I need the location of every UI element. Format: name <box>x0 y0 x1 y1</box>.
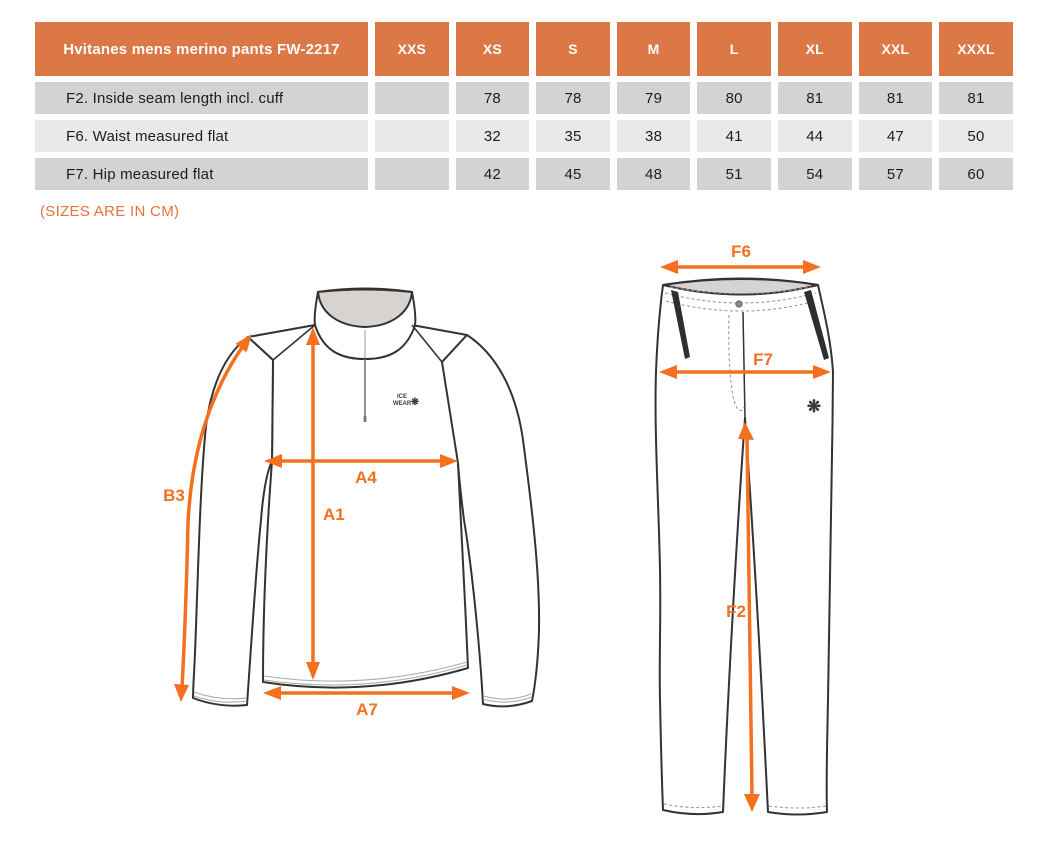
f2-label: F2 <box>726 602 746 621</box>
table-header-size: XXXL <box>939 22 1013 76</box>
shirt-left-sleeve <box>193 337 273 706</box>
table-header-size: XXS <box>375 22 449 76</box>
row-label: F7. Hip measured flat <box>35 158 368 190</box>
size-value-cell: 60 <box>939 158 1013 190</box>
f6-arrowhead-left <box>660 260 678 274</box>
a7-label: A7 <box>356 700 378 719</box>
size-value-cell: 38 <box>617 120 691 152</box>
size-value-cell: 44 <box>778 120 852 152</box>
size-value-cell: 54 <box>778 158 852 190</box>
shirt-body <box>248 325 468 688</box>
size-table <box>35 22 1013 190</box>
row-label: F2. Inside seam length incl. cuff <box>35 82 368 114</box>
f6-arrowhead-right <box>803 260 821 274</box>
size-value-cell: 78 <box>456 82 530 114</box>
size-value-cell: 42 <box>456 158 530 190</box>
a4-label: A4 <box>355 468 377 487</box>
size-value-cell: 78 <box>536 82 610 114</box>
waist-button <box>736 301 742 307</box>
row-label: F6. Waist measured flat <box>35 120 368 152</box>
table-header-size: S <box>536 22 610 76</box>
size-value-cell: 81 <box>778 82 852 114</box>
table-header-size: L <box>697 22 771 76</box>
size-value-cell: 47 <box>859 120 933 152</box>
table-header-size: M <box>617 22 691 76</box>
f7-label: F7 <box>753 350 773 369</box>
table-header-size: XS <box>456 22 530 76</box>
size-value-cell: 50 <box>939 120 1013 152</box>
shirt-diagram <box>155 268 565 768</box>
snowflake-icon: ❋ <box>806 397 822 416</box>
size-value-cell: 45 <box>536 158 610 190</box>
size-value-cell: 48 <box>617 158 691 190</box>
b3-arrowhead-bottom <box>174 684 189 702</box>
pants-diagram <box>630 240 860 840</box>
f6-label: F6 <box>731 242 751 261</box>
size-value-cell: 80 <box>697 82 771 114</box>
size-value-cell <box>375 158 449 190</box>
f2-arrowhead-bottom <box>744 794 760 812</box>
sizes-note: (SIZES ARE IN CM) <box>40 203 180 220</box>
table-header-size: XL <box>778 22 852 76</box>
size-value-cell: 51 <box>697 158 771 190</box>
table-header-product: Hvitanes mens merino pants FW-2217 <box>35 22 368 76</box>
zipper-pull <box>364 416 367 422</box>
table-header-size: XXL <box>859 22 933 76</box>
size-value-cell: 35 <box>536 120 610 152</box>
snowflake-icon: ❋ <box>410 397 420 408</box>
a1-label: A1 <box>323 505 345 524</box>
size-value-cell: 57 <box>859 158 933 190</box>
size-value-cell: 32 <box>456 120 530 152</box>
size-value-cell <box>375 82 449 114</box>
size-value-cell: 79 <box>617 82 691 114</box>
size-value-cell <box>375 120 449 152</box>
icewear-logo-text: WEAR <box>392 401 412 407</box>
a7-arrowhead-left <box>263 686 281 700</box>
size-value-cell: 81 <box>859 82 933 114</box>
size-value-cell: 81 <box>939 82 1013 114</box>
icewear-logo-text: ICE <box>396 394 408 400</box>
b3-label: B3 <box>163 486 185 505</box>
size-value-cell: 41 <box>697 120 771 152</box>
a7-arrowhead-right <box>452 686 470 700</box>
